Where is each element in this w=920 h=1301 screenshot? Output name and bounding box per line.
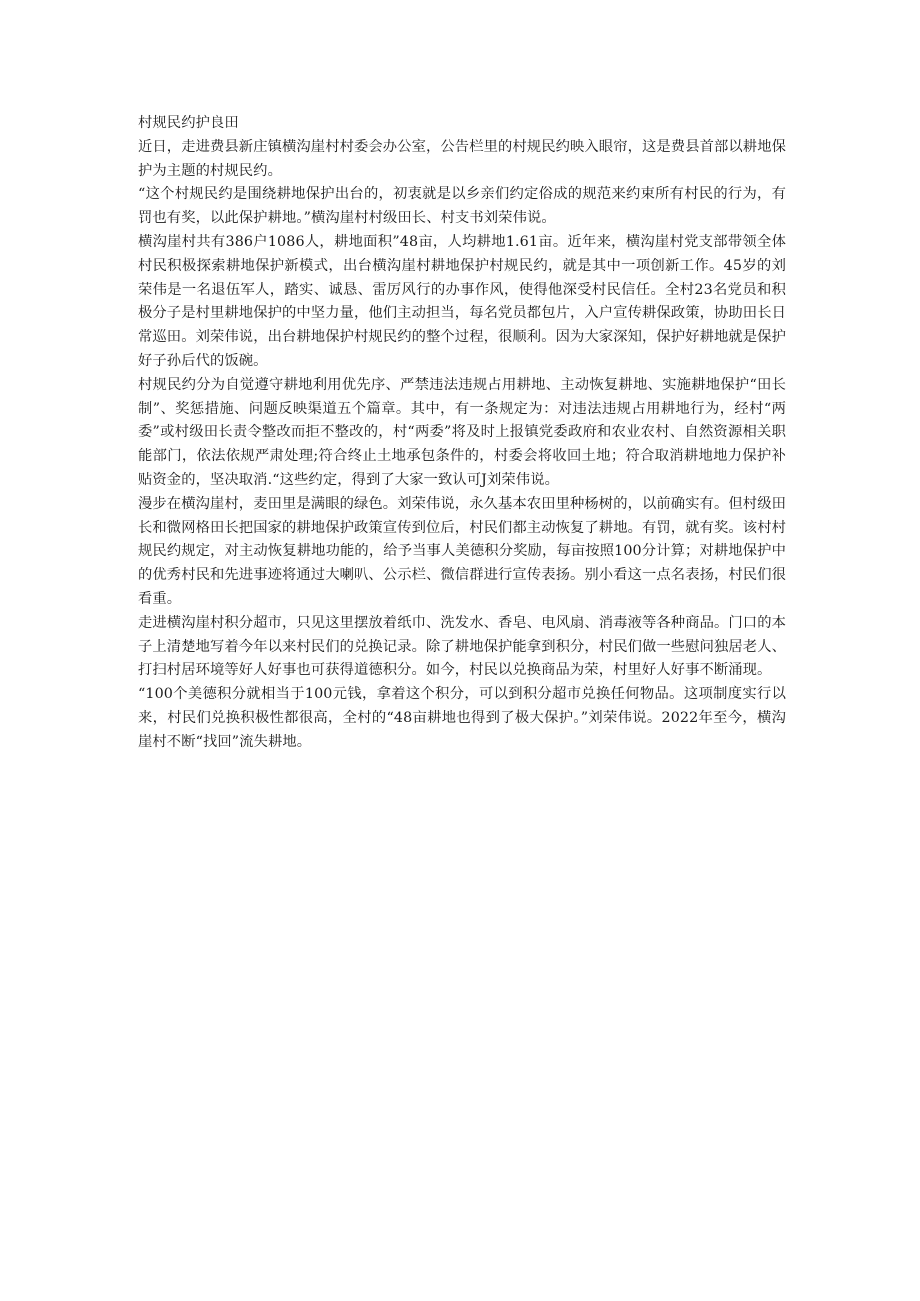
paragraph-points-supermarket: 走进横沟崖村积分超市，只见这里摆放着纸巾、洗发水、香皂、电风扇、消毒液等各种商品。门口的本子上清楚地写着今年以来村民们的兑换记录。除了耕地保护能拿到积分，村民们做一些慰问独居老人、打扫村居环境等好人好事也可获得道德积分。如今，村民以兑换商品为荣，村里好人好事不断涌现。	[138, 614, 786, 679]
paragraph-rules-chapters: 村规民约分为自觉遵守耕地利用优先序、严禁违法违规占用耕地、主动恢复耕地、实施耕地保护“田长制”、奖惩措施、问题反映渠道五个篇章。其中，有一条规定为：对违法违规占用耕地行为，经村“两委”或村级田长责令整改而拒不整改的，村“两委”将及时上报镇党委政府和农业农村、自然资源相关职能部门，依法依规严肃处理;符合终止土地承包条件的，村委会将收回土地；符合取消耕地地力保护补贴资金的，坚决取消.“这些约定，得到了大家一致认可J刘荣伟说。	[138, 376, 786, 488]
article-body	[138, 112, 786, 755]
paragraph-village-overview: 横沟崖村共有386户1086人，耕地面积”48亩，人均耕地1.61亩。近年来，横沟崖村党支部带领全体村民积极探索耕地保护新模式，出台横沟崖村耕地保护村规民约，就是其中一项创新工作。45岁的刘荣伟是一名退伍军人，踏实、诚恳、雷厉风行的办事作风，使得他深受村民信任。全村23名党员和积极分子是村里耕地保护的中坚力量，他们主动担当，每名党员都包片，入户宣传耕保政策，协助田长日常巡田。刘荣伟说，出台耕地保护村规民约的整个过程，很顺利。因为大家深知，保护好耕地就是保护好子孙后代的饭碗。	[138, 233, 786, 369]
paragraph-fields: 漫步在横沟崖村，麦田里是满眼的绿色。刘荣伟说，永久基本农田里种杨树的，以前确实有。但村级田长和微网格田长把国家的耕地保护政策宣传到位后，村民们都主动恢复了耕地。有罚，就有奖。该村村规民约规定，对主动恢复耕地功能的，给予当事人美德积分奖励，每亩按照100分计算；对耕地保护中的优秀村民和先进事迹将通过大喇叭、公示栏、微信群进行宣传表扬。别小看这一点名表扬，村民们很看重。	[138, 495, 786, 607]
paragraph-conclusion: “100个美德积分就相当于100元钱，拿着这个积分，可以到积分超市兑换任何物品。这项制度实行以来，村民们兑换积极性都很高，全村的“48亩耕地也得到了极大保护。”刘荣伟说。2022年至今，横沟崖村不断“找回”流失耕地。	[138, 686, 786, 750]
article-title: 村规民约护良田	[138, 115, 239, 131]
paragraph-quote: “这个村规民约是围绕耕地保护出台的，初衷就是以乡亲们约定俗成的规范来约束所有村民的行为，有罚也有奖，以此保护耕地。”横沟崖村村级田长、村支书刘荣伟说。	[138, 186, 786, 227]
paragraph-intro: 近日，走进费县新庄镇横沟崖村村委会办公室，公告栏里的村规民约映入眼帘，这是费县首部以耕地保护为主题的村规民约。	[138, 138, 786, 179]
